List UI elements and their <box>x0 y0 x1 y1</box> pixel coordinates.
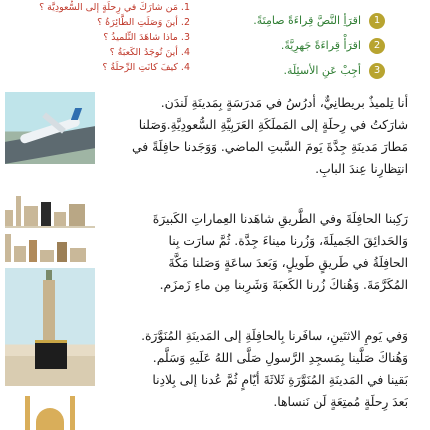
building-shape <box>69 204 85 226</box>
building-shape <box>70 248 86 262</box>
text-line: رَكِبنا الحافِلَةَ وفي الطَّريقِ شاهَدنا العِماراتِ الكَبيرَةَ <box>152 212 408 226</box>
plane-tail-shape <box>71 108 82 120</box>
step-text: اقرَأْ قِراءَةً جَهرِيَّةً. <box>280 39 361 52</box>
paragraph-3 <box>103 325 408 413</box>
minaret-shape <box>25 396 30 430</box>
question-item: 1. مَن شارَكَ في رِحلَةٍ إلى السُّعودِيَّة ؟ <box>39 2 190 13</box>
building-shape <box>29 240 37 262</box>
text-line: وَالحَدائِقَ الجَميلَةَ، وَزُرنا ميناءَ جِدَّة. ثُمَّ سارَت بِنا <box>168 234 408 248</box>
question-item: 4. أينَ تُوجَدُ الكَعبَةُ ؟ <box>109 47 190 58</box>
step-item <box>185 58 385 83</box>
text-line: المُكَرَّمَةَ. وَهُناكَ زُرنا الكَعبَةَ وَشَرِبنا مِن ماءِ زَمزَم. <box>159 278 408 292</box>
question-item: 4. كيفَ كانَتِ الرِّحلَةُ ؟ <box>102 62 190 73</box>
questions-list <box>40 0 190 75</box>
text-line: وَهُناكَ صَلَّينا بِمَسجِدِ الرَّسولِ صَلَّى اللهُ عَلَيهِ وَسَلَّم. <box>152 351 408 365</box>
building-shape <box>40 250 54 262</box>
step-number: 3 <box>369 63 385 79</box>
step-text: اقرَأِ النَّصَّ قِراءَةً صامِتَةً. <box>253 14 361 27</box>
step-text: أجِبْ عَنِ الأسئِلَة. <box>283 64 361 77</box>
tower-shape <box>5 234 11 262</box>
text-line: مَطارَ مَدينَةِ جِدَّةَ يَومَ السَّبتِ الماضي. وَوَجَدنا حافِلَةً في <box>132 140 408 154</box>
text-line: وَفي يَومِ الاثنَينِ، سافَرنا بِالحافِلَةِ إلى المَدينَةِ المُنَوَّرَة. <box>141 329 408 343</box>
building-shape <box>24 206 38 226</box>
kaaba-shape <box>35 340 67 369</box>
step-item <box>185 8 385 33</box>
question-item: 2. أينَ وَصَلَتِ الطَّائِرَةُ ؟ <box>97 17 190 28</box>
paragraph-2 <box>103 208 408 296</box>
question-item: 3. ماذا شاهَدَ التِّلميذُ ؟ <box>103 32 190 43</box>
building-shape <box>54 212 66 226</box>
paragraph-1 <box>103 92 408 180</box>
building-shape <box>57 242 67 262</box>
mecca-skyline-illustration <box>5 232 95 262</box>
minaret-shape <box>16 196 21 226</box>
city-skyline-illustration <box>5 184 95 228</box>
prophet-mosque-illustration <box>5 392 95 430</box>
text-line: الحافِلَةُ في طَريقٍ طَويلٍ، وَبَعدَ ساعَةٍ وَصَلنا مَكَّةَ <box>168 256 408 270</box>
kaaba-shape <box>41 202 51 226</box>
step-item <box>185 33 385 58</box>
text-line: انتِظارِنا عِندَ البابِ. <box>315 162 408 176</box>
building-shape <box>14 246 26 262</box>
kaaba-illustration <box>5 268 95 386</box>
dome-shape <box>36 408 64 430</box>
minaret-shape <box>70 396 75 430</box>
airplane-illustration <box>5 92 95 164</box>
text-line: بَعدَ رِحلَةٍ مُمتِعَةٍ لَن نَنساها. <box>273 395 408 409</box>
building-shape <box>5 210 13 226</box>
instruction-steps <box>185 8 385 83</box>
text-line: شارَكتُ في رِحلَةٍ إلى المَملَكَةِ العَرَبِيَّةِ السُّعودِيَّةِ.وَصَلنا <box>138 118 408 132</box>
step-number: 1 <box>369 13 385 29</box>
text-line: بَقينا في المَدينَةِ المُنَوَّرَةِ ثَلاثَةَ أيّامٍ ثُمَّ عُدنا إلى بِلادِنا <box>152 373 408 387</box>
text-line: أنا تِلميذٌ بريطانِيٌّ، أدرُسُ في مَدرَسَةٍ بِمَدينَةِ لَندَن. <box>160 96 408 110</box>
step-number: 2 <box>369 38 385 54</box>
